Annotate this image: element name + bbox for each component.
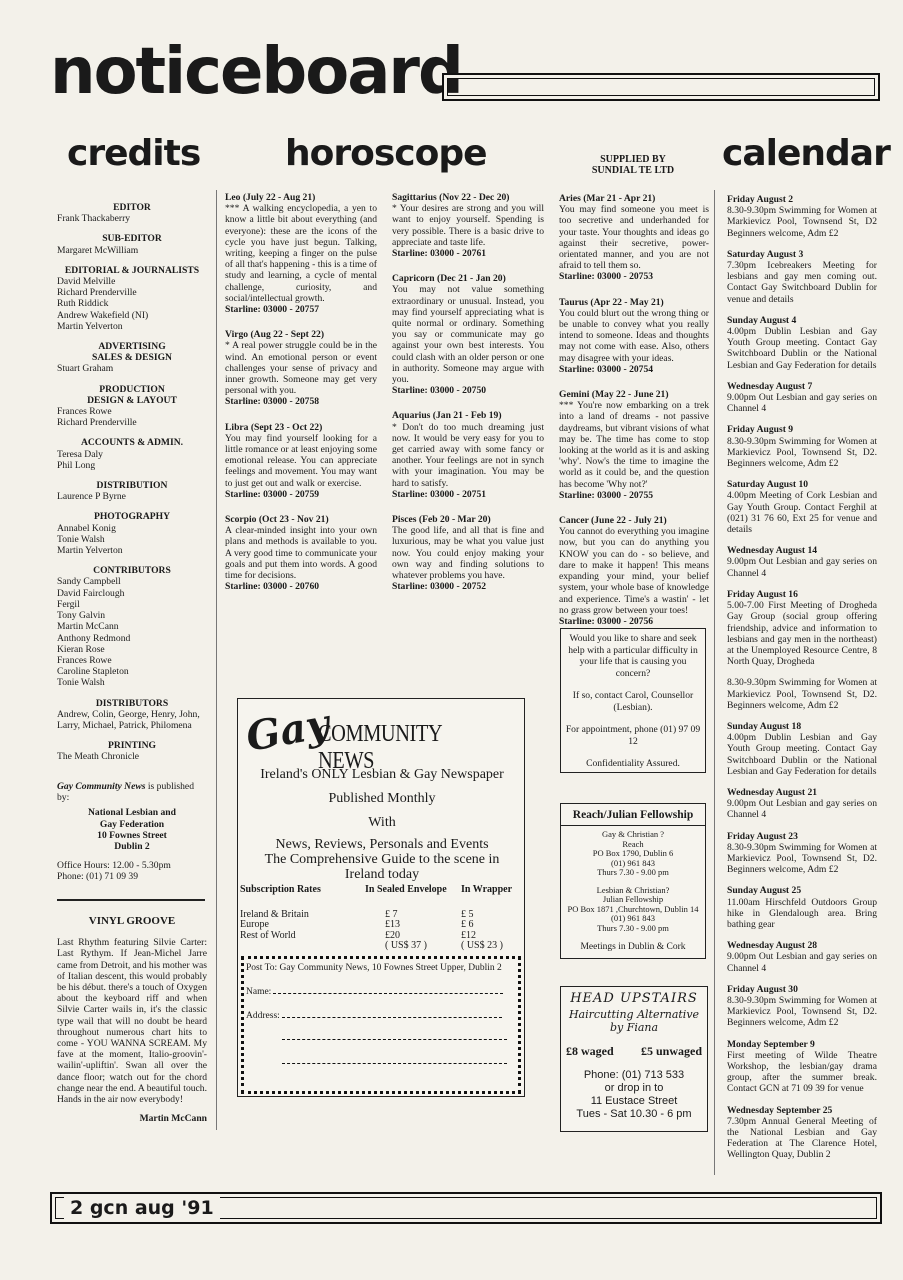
horoscope-entry (392, 514, 544, 592)
event-text: 5.00-7.00 First Meeting of Drogheda Gay Group (social group offering friendship, advice and information to lesbians and gay men in the northeast) at the Unemployed Resource Centre, 8 North Quay, Drogheda (727, 600, 877, 668)
rates-header (240, 885, 522, 896)
event-date: Friday August 9 (727, 424, 794, 436)
contact-line: 11 Eustace Street (590, 1095, 678, 1107)
calendar-column (727, 194, 877, 1171)
credit-role-line: CONTRIBUTORS (93, 565, 171, 577)
event-text: 8.30-9.30pm Swimming for Women at Markievicz Pool, Townsend St, D2. Beginners welcome, Adm £2 (727, 677, 877, 711)
credit-name: Frances Rowe (57, 654, 112, 666)
org-line: Gay Federation (99, 818, 165, 830)
starline: Starline: 03000 - 20751 (392, 488, 487, 500)
credit-name: Tonie Walsh (57, 677, 105, 689)
vinyl-groove (57, 916, 207, 1124)
gcn-feature-line: The Comprehensive Guide to the scene in (264, 852, 500, 867)
sign-heading: Capricorn (Dec 21 - Jan 20) (392, 273, 506, 285)
published-org (57, 807, 207, 852)
credit-role-line: EDITORIAL & JOURNALISTS (64, 264, 200, 276)
event-text: 9.00pm Out Lesbian and gay series on Channel 4 (727, 798, 877, 821)
order-name-field[interactable] (246, 987, 503, 997)
sign-heading: Libra (Sept 23 - Oct 22) (225, 421, 323, 433)
counsel-contact: If so, contact Carol, Counsellor (Lesbian). (572, 690, 694, 713)
event-date: Wednesday September 25 (727, 1104, 833, 1116)
reach-line: Thurs 7.30 - 9.00 pm (597, 922, 669, 933)
event-text: 11.00am Hirschfeld Outdoors Group hike in Glendalough area. Bring bathing gear (727, 896, 877, 930)
sign-heading: Sagittarius (Nov 22 - Dec 20) (392, 192, 510, 203)
credit-role-line: PRINTING (108, 740, 156, 752)
sign-heading: Aries (Mar 21 - Apr 21) (559, 193, 656, 204)
calendar-entry (727, 885, 877, 930)
event-date: Sunday August 4 (727, 314, 797, 326)
sign-text: * Your desires are strong and you will want to enjoy yourself. Spending is very possible. There is a basic drive to appreciate and taste life. (392, 203, 544, 248)
sign-heading: Leo (July 22 - Aug 21) (225, 192, 316, 203)
sign-text: *** You're now embarking on a trek into a land of dreams - not passive daydreams, but vibrant visions of what may be. The time has come to stop looking at the world as it is and asking 'why'. Now's the time to imagine the world as it could be, and the question has become 'Why not?' (559, 400, 709, 490)
counsel-appointment: For appointment, phone (01) 97 09 12 (565, 724, 701, 747)
head-upstairs-contact (561, 1069, 707, 1121)
counsel-confidentiality: Confidentiality Assured. (586, 758, 680, 769)
rates-cell: Rest of World (240, 929, 296, 941)
event-text: 8.30-9.30pm Swimming for Women at Markievicz Pool, Townsend St, D2. Beginners welcome, Adm £2 (727, 841, 877, 876)
vinyl-title: VINYL GROOVE (88, 915, 176, 927)
column-divider (714, 190, 715, 1175)
calendar-entry (727, 677, 877, 711)
credit-role (57, 384, 207, 406)
credit-role-line: DESIGN & LAYOUT (87, 394, 177, 406)
calendar-entry (727, 721, 877, 777)
head-upstairs-title: HEAD UPSTAIRS (570, 991, 698, 1006)
reach-title: Reach/Julian Fellowship (561, 804, 705, 826)
event-text: 8.30-9.30pm Swimming for Women at Markievicz Pool, Townsend St, D2. Beginners welcome, Adm £2 (727, 994, 877, 1029)
vinyl-author: Martin McCann (139, 1113, 207, 1125)
credits-title: credits (67, 133, 201, 174)
rates-cell: £ 5 (461, 908, 474, 920)
event-date: Sunday August 25 (727, 885, 802, 897)
credit-name: Frances Rowe (57, 406, 112, 418)
sign-text: You may not value something extraordinary or unusual. Instead, you may find yourself appreciating what is quite normal or ordinary. Something you say or communicate may go against your own best interests. You could clash with an older person or one in authority. Someone may argue with you. (392, 284, 544, 386)
julian-block (561, 886, 705, 934)
contact-line: Tues - Sat 10.30 - 6 pm (576, 1108, 692, 1120)
credit-name: Tony Galvin (57, 610, 106, 622)
rates-cell: £ 7 (385, 908, 398, 920)
starline: Starline: 03000 - 20759 (225, 488, 320, 500)
office-hours: Office Hours: 12.00 - 5.30pm (57, 860, 171, 872)
rates-header-cell: In Wrapper (461, 884, 513, 895)
event-date: Wednesday August 21 (727, 786, 818, 798)
rates-rows (240, 910, 522, 952)
contact-line: Phone: (01) 713 533 (583, 1069, 685, 1081)
vinyl-body: Last Rhythm featuring Silvie Carter: Last Rythym. If Jean-Michel Jarre came from Detroit, and his mother was of Italian descent, this would probably be his début. there's a touch of Oxygen about the keyboard riff and when Silvie Carter wails in, it's the classic type wail that will no doubt be heard throughout numerous chart hits to come - YOU WANNA SCREAM. My fave at the moment, Italio-groovin'-wailin'-upliftin'. Swan all over the dance floor; watch out for the chord change near the end. A beautiful touch. Hands in the air now everybody! (57, 937, 207, 1106)
org-line: 10 Fownes Street (97, 829, 167, 841)
sign-text: You could blurt out the wrong thing or be unable to convey what you really intend to someone. Ideas and thoughts may not come with ease. Also, others may disagree with your ideas. (559, 307, 709, 364)
order-name-label: Name: (246, 987, 272, 997)
credit-role-line: ADVERTISING (98, 341, 166, 353)
price-waged: £8 waged (566, 1044, 614, 1058)
starline: Starline: 03000 - 20758 (225, 396, 320, 408)
sign-text: You may find yourself looking for a little romance or at least enjoying some emotional release. You can appreciate feelings and movement. You may want to just get out and walk or exercise. (225, 432, 377, 489)
sign-heading: Gemini (May 22 - June 21) (559, 389, 669, 401)
calendar-entry (727, 545, 877, 579)
credit-name: Sandy Campbell (57, 576, 121, 588)
credit-name: Laurence P Byrne (57, 491, 126, 503)
calendar-entry (727, 1039, 877, 1095)
horoscope-entry (225, 329, 377, 407)
event-date: Friday August 2 (727, 194, 794, 205)
gcn-subscription-ad (237, 698, 525, 1097)
sign-text: * Don't do too much dreaming just now. It would be very easy for you to get carried away with some fancy or another. Your feelings are not in synch with your imagination. You may be hard to satisfy. (392, 421, 544, 489)
order-address-label: Address: (246, 1011, 280, 1021)
rates-cell: Ireland & Britain (240, 908, 309, 920)
sign-text: You cannot do everything you imagine now, but you can do anything you KNOW you can do - so believe, and dare to make it happen! This means expanding your mind, your belief system, your whole base of knowledge and experience. Time's a wastin' - let no grass grow between your toes! (559, 526, 709, 616)
credit-role-line: DISTRIBUTORS (95, 697, 169, 709)
masthead-rule-box (442, 73, 880, 101)
event-date: Saturday August 10 (727, 479, 809, 491)
credit-name: Larry, Michael, Patrick, Philomena (57, 719, 192, 731)
gcn-feature-line: Ireland today (344, 867, 420, 882)
event-date: Sunday August 18 (727, 720, 802, 732)
calendar-entry (727, 787, 877, 821)
event-date: Monday September 9 (727, 1038, 815, 1050)
rates-cell: ( US$ 37 ) (385, 940, 427, 951)
reach-meetings: Meetings in Dublin & Cork (580, 942, 686, 952)
calendar-entry (727, 315, 877, 371)
counselling-box (560, 628, 706, 773)
starline: Starline: 03000 - 20757 (225, 304, 320, 316)
event-date: Friday August 16 (727, 588, 798, 600)
rates-header-cell: In Sealed Envelope (365, 884, 447, 895)
sign-heading: Cancer (June 22 - July 21) (559, 515, 667, 527)
calendar-entry (727, 940, 877, 974)
counsel-question: Would you like to share and seek help with a particular difficulty in your life that is causing you concern? (568, 633, 698, 679)
event-text: 4.00pm Meeting of Cork Lesbian and Gay Youth Group. Contact Ferghil at (021) 31 76 60, Ext 25 for venue and details (727, 490, 877, 536)
credit-role-line: EDITOR (113, 202, 151, 213)
sign-heading: Pisces (Feb 20 - Mar 20) (392, 514, 491, 526)
credits-column (57, 196, 207, 763)
calendar-entry (727, 381, 877, 415)
calendar-entry (727, 589, 877, 667)
reach-line: Thurs 7.30 - 9.00 pm (597, 867, 669, 877)
gcn-features (238, 837, 526, 882)
calendar-entry (727, 479, 877, 535)
credit-role (57, 698, 207, 709)
horoscope-entry (559, 193, 709, 283)
credit-role (57, 202, 207, 213)
head-upstairs-ad (560, 986, 708, 1132)
rates-cell: £20 (385, 929, 400, 941)
credit-name: Stuart Graham (57, 363, 114, 375)
credit-role-line: DISTRIBUTION (96, 480, 168, 492)
starline: Starline: 03000 - 20754 (559, 363, 654, 375)
horoscope-entry (392, 192, 544, 259)
gcn-logo-text: COMMUNITY NEWS (318, 721, 442, 774)
org-line: National Lesbian and (88, 807, 176, 819)
horoscope-entry (559, 297, 709, 375)
credit-name: Andrew, Colin, George, Henry, John, (57, 708, 200, 720)
calendar-entry (727, 249, 877, 305)
order-address-field[interactable] (246, 1011, 502, 1021)
calendar-entry (727, 1105, 877, 1161)
sign-heading: Virgo (Aug 22 - Sept 22) (225, 329, 325, 341)
credit-name: Martin Yelverton (57, 320, 123, 332)
column-divider (216, 190, 217, 1130)
event-date: Friday August 23 (727, 830, 798, 842)
sign-heading: Taurus (Apr 22 - May 21) (559, 296, 664, 308)
credit-name: Annabel Konig (57, 522, 116, 534)
gcn-order-form (241, 956, 521, 1094)
sign-text: A clear-minded insight into your own plans and methods is available to you. A very good time to communicate your goals and put them into words. A good time for decisions. (225, 525, 377, 582)
calendar-entry (727, 831, 877, 876)
reach-line: PO Box 1790, Dublin 6 (592, 848, 674, 858)
office-phone: Phone: (01) 71 09 39 (57, 871, 139, 883)
event-date: Wednesday August 28 (727, 940, 818, 952)
published-intro: Gay Community News is published by: (57, 781, 194, 804)
credit-role (57, 341, 207, 363)
credit-name: Richard Prenderville (57, 287, 137, 299)
starline: Starline: 03000 - 20752 (392, 581, 487, 593)
credit-name: Margaret McWilliam (57, 244, 139, 256)
sign-text: The good life, and all that is fine and luxurious, may be what you value just now. You could enjoy making your own way and finding solutions to whatever problems you have. (392, 525, 544, 582)
calendar-entry (727, 984, 877, 1029)
event-text: 7.30pm Icebreakers Meeting for lesbians and gay men coming out. Contact Gay Switchboard Dublin for venue and details (727, 260, 877, 305)
section-rule (57, 899, 205, 901)
credit-name: Fergil (57, 598, 80, 610)
order-address-line (282, 1063, 507, 1064)
gcn-with: With (368, 815, 396, 830)
horoscope-entry (225, 514, 377, 592)
rates-cell: £12 (461, 929, 476, 941)
reach-block (561, 830, 705, 878)
event-text: 9.00pm Out Lesbian and gay series on Channel 4 (727, 392, 877, 415)
rates-row (240, 941, 522, 952)
event-text: 9.00pm Out Lesbian and gay series on Channel 4 (727, 556, 877, 579)
event-text: 7.30pm Annual General Meeting of the National Lesbian and Gay Federation at The Clarence Hotel, Wellington Quay, Dublin 2 (727, 1115, 877, 1161)
rates-cell: £ 6 (461, 919, 474, 930)
credit-role-line: SUB-EDITOR (102, 233, 162, 245)
sign-text: *** A walking encyclopedia, a yen to know a little bit about everything (and everyone): these are the icons of the cycle you have just begun. Talking, writing, keeping a finger on the pulse of all that's happening - this is a time of study and learning, a cycle of mental challenge, curiosity, and social/intellectual growth. (225, 203, 377, 304)
calendar-entry (727, 424, 877, 469)
starline: Starline: 03000 - 20756 (559, 615, 654, 627)
credit-name: Martin Yelverton (57, 545, 123, 557)
rates-row (240, 920, 522, 931)
masthead-title: noticeboard (50, 35, 462, 109)
reach-julian-box (560, 803, 706, 959)
reach-line: (01) 961 843 (611, 857, 655, 868)
price-unwaged: £5 unwaged (640, 1044, 702, 1058)
event-date: Friday August 30 (727, 983, 798, 995)
gcn-logo-gay: Gay (242, 700, 333, 761)
head-upstairs-sub: by Fiana (609, 1021, 659, 1034)
credit-role (57, 480, 207, 491)
credit-name: Teresa Daly (57, 448, 103, 460)
horoscope-title: horoscope (285, 133, 487, 174)
event-date: Wednesday August 14 (727, 545, 818, 557)
credit-name: The Meath Chronicle (57, 751, 140, 763)
credit-role-line: SALES & DESIGN (92, 352, 172, 364)
reach-line: PO Box 1871 ,Churchtown, Dublin 14 (567, 903, 699, 914)
reach-line: Julian Fellowship (602, 894, 664, 904)
supplied-by (568, 154, 698, 176)
horoscope-entry (225, 422, 377, 500)
credit-role (57, 511, 207, 522)
credit-name: Kieran Rose (57, 643, 105, 655)
credit-role (57, 437, 207, 448)
credit-name: Ruth Riddick (57, 298, 109, 310)
published-by (57, 781, 207, 883)
event-text: 8.30-9.30pm Swimming for Women at Markievicz Pool, Townsend St, D2 Beginners welcome, Adm £2 (727, 205, 877, 239)
order-post-to: Post To: Gay Community News, 10 Fownes Street Upper, Dublin 2 (246, 963, 502, 973)
supplied-by-line2: SUNDIAL TE LTD (591, 165, 675, 176)
event-date: Wednesday August 7 (727, 380, 813, 392)
event-text: 4.00pm Dublin Lesbian and Gay Youth Group meeting. Contact Gay Switchboard Dublin or the National Lesbian and Gay Federation for details (727, 326, 877, 371)
event-date: Saturday August 3 (727, 248, 804, 260)
gcn-published: Published Monthly (328, 791, 436, 806)
credit-role (57, 265, 207, 276)
starline: Starline: 03000 - 20750 (392, 385, 487, 397)
credit-name: Richard Prenderville (57, 417, 137, 429)
credit-role-line: ACCOUNTS & ADMIN. (80, 437, 184, 449)
horoscope-entry (392, 410, 544, 500)
starline: Starline: 03000 - 20760 (225, 581, 320, 593)
credit-name: Phil Long (57, 459, 96, 471)
credit-name: Frank Thackaberry (57, 213, 131, 225)
starline: Starline: 03000 - 20755 (559, 489, 654, 501)
reach-line: Reach (622, 838, 644, 849)
gcn-tagline: Ireland's ONLY Lesbian & Gay Newspaper (260, 767, 504, 782)
rates-cell (240, 941, 385, 952)
contact-line: or drop in to (604, 1082, 664, 1094)
gcn-feature-line: News, Reviews, Personals and Events (275, 837, 489, 852)
credit-name: Martin McCann (57, 621, 119, 633)
rates-cell: £13 (385, 919, 400, 930)
horoscope-column-1 (225, 192, 377, 604)
credit-role-line: PRODUCTION (99, 383, 165, 395)
sign-heading: Scorpio (Oct 23 - Nov 21) (225, 514, 329, 526)
horoscope-entry (392, 273, 544, 396)
credit-name: Andrew Wakefield (NI) (57, 309, 149, 321)
reach-line: Gay & Christian ? (601, 829, 665, 839)
event-text: First meeting of Wilde Theatre Workshop, the lesbian/gay drama group, after the summer break. Contact GCN at 71 09 39 for venue (727, 1049, 877, 1095)
starline: Starline: 03000 - 20761 (392, 248, 487, 260)
credit-role (57, 233, 207, 244)
gcn-rates-table (240, 885, 522, 952)
sign-text: You may find someone you meet is too secretive and underhanded for your taste. Your thoughts and ideas go against their secretive, power-orientated manner, and you are not afraid to tell them so. (559, 204, 709, 272)
horoscope-column-3 (559, 193, 709, 638)
horoscope-column-2 (392, 192, 544, 604)
org-line: Dublin 2 (114, 841, 150, 853)
event-text: 8.30-9.30pm Swimming for Women at Markievicz Pool, Townsend St, D2. Beginners welcome, Adm £2 (727, 435, 877, 470)
starline: Starline: 03000 - 20753 (559, 271, 654, 283)
order-address-line (282, 1039, 507, 1040)
event-text: 9.00pm Out Lesbian and gay series on Channel 4 (727, 951, 877, 974)
horoscope-entry (559, 515, 709, 627)
calendar-title: calendar (722, 133, 890, 174)
calendar-entry (727, 194, 877, 239)
head-upstairs-prices (561, 1044, 707, 1059)
credit-name: Caroline Stapleton (57, 666, 129, 678)
credit-role (57, 565, 207, 576)
head-upstairs-sub: Haircutting Alternative (568, 1008, 700, 1021)
rates-row (240, 910, 522, 921)
rates-cell: ( US$ 23 ) (461, 940, 503, 951)
reach-line: (01) 961 843 (611, 913, 655, 923)
supplied-by-line1: SUPPLIED BY (600, 154, 666, 165)
rates-header-cell: Subscription Rates (240, 884, 321, 895)
rates-cell: Europe (240, 919, 269, 930)
sign-text: * A real power struggle could be in the wind. An emotional person or event challenges your sense of privacy and inner growth. Someone may get very personal with you. (225, 340, 377, 397)
page-folio: 2 gcn aug '91 (64, 1196, 220, 1220)
horoscope-entry (225, 192, 377, 315)
credit-name: David Fairclough (57, 587, 125, 599)
horoscope-entry (559, 389, 709, 501)
credit-name: Anthony Redmond (57, 632, 131, 644)
credit-name: David Melville (57, 276, 116, 288)
reach-line: Lesbian & Christian? (596, 884, 670, 895)
credit-name: Tonie Walsh (57, 533, 105, 545)
event-text: 4.00pm Dublin Lesbian and Gay Youth Group meeting. Contact Gay Switchboard Dublin or the National Lesbian and Gay Federation for details (727, 732, 877, 777)
credit-role-line: PHOTOGRAPHY (93, 511, 171, 523)
sign-heading: Aquarius (Jan 21 - Feb 19) (392, 410, 502, 422)
credit-role (57, 740, 207, 751)
